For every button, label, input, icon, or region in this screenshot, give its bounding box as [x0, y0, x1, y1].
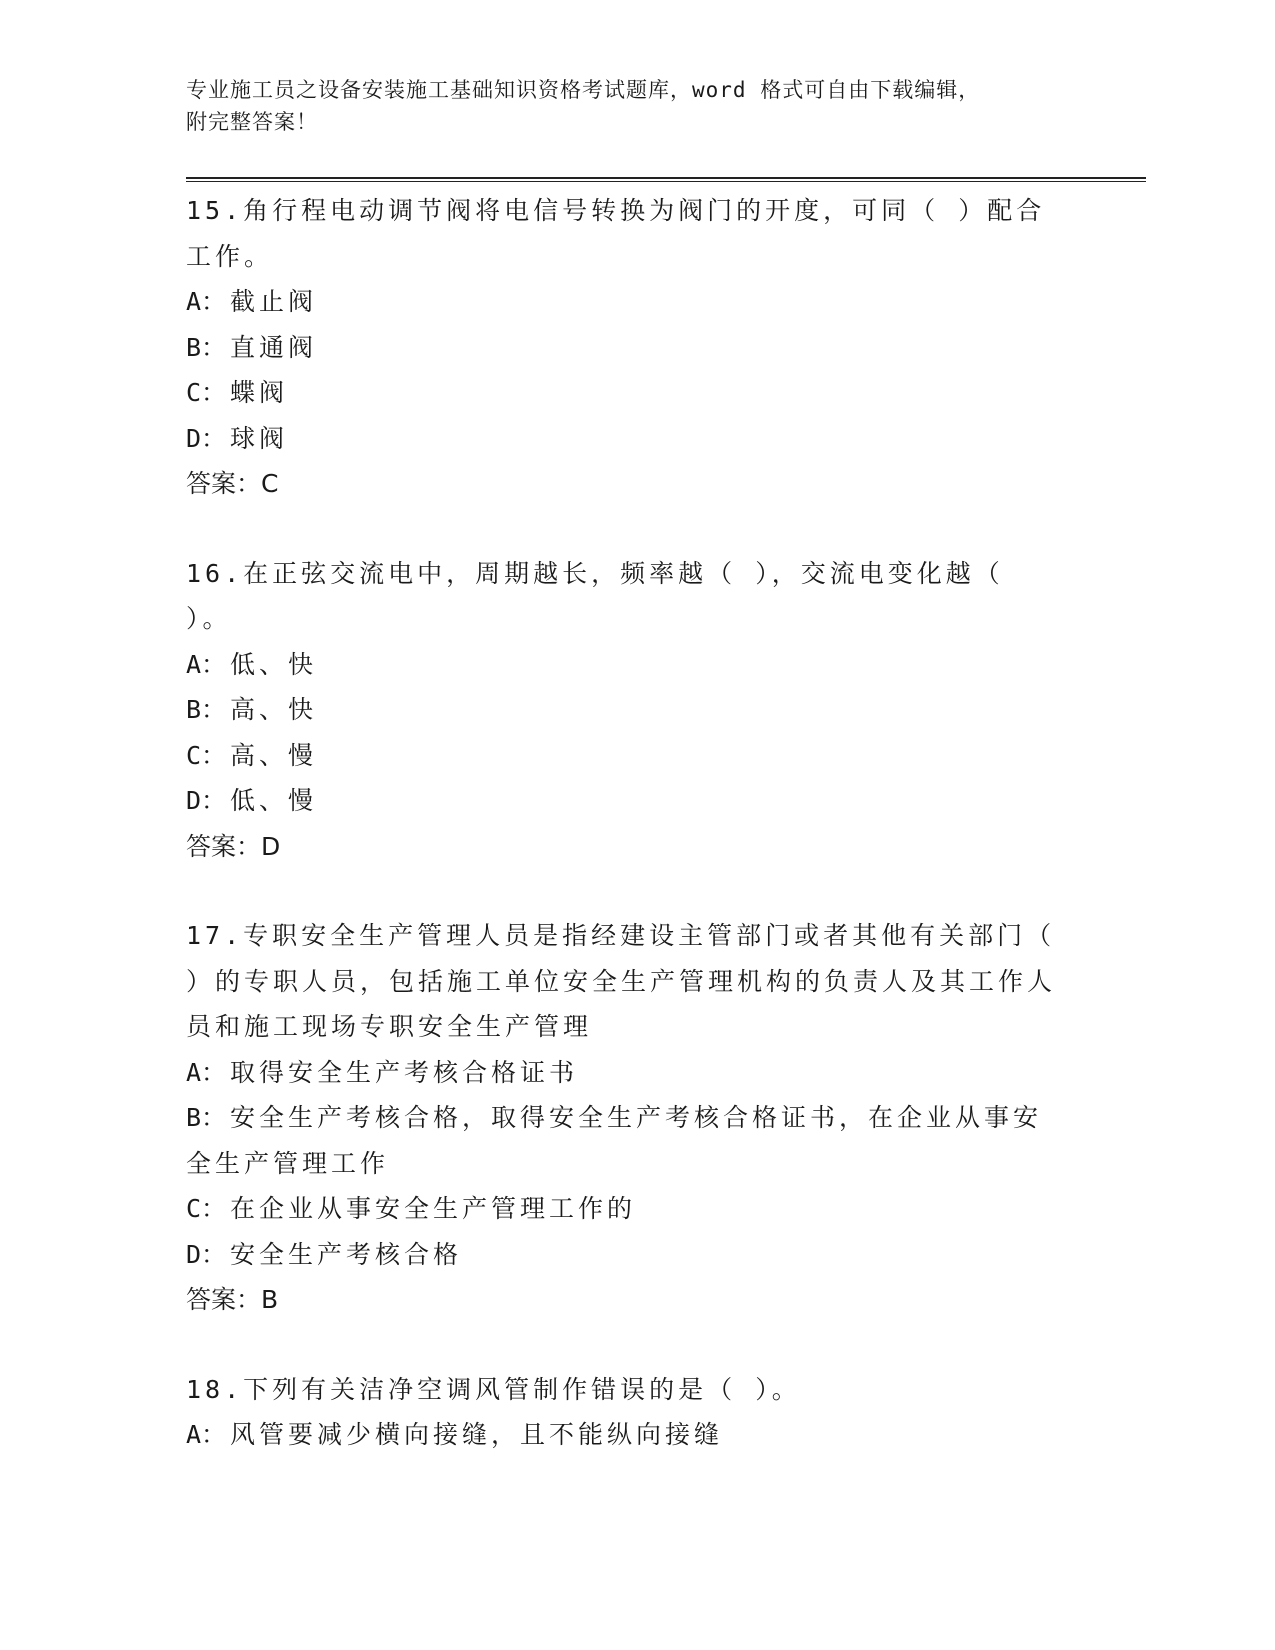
question-16: [186, 551, 1066, 870]
answer-line: 答案：D: [186, 831, 281, 861]
answer-line: 答案：B: [186, 1285, 279, 1314]
question-stem: 16.在正弦交流电中，周期越长，频率越（ ），交流电变化越（ ）。: [186, 558, 1004, 633]
question-stem: 18.下列有关洁净空调风管制作错误的是（ ）。: [186, 1374, 801, 1404]
option-a: A： 风管要减少横向接缝，且不能纵向接缝: [186, 1420, 724, 1449]
question-18: [186, 1367, 1066, 1458]
option-d: D： 安全生产考核合格: [186, 1239, 463, 1269]
header-line-1: 专业施工员之设备安装施工基础知识资格考试题库，word 格式可自由下载编辑，: [186, 78, 981, 102]
option-c: C： 在企业从事安全生产管理工作的: [186, 1194, 637, 1223]
option-b: B： 直通阀: [186, 332, 318, 362]
option-b: B： 安全生产考核合格，取得安全生产考核合格证书，在企业从事安全生产管理工作: [186, 1103, 1043, 1178]
option-a: A： 低、快: [186, 649, 318, 679]
option-d: D： 球阀: [186, 423, 289, 453]
question-17: [186, 913, 1066, 1323]
header-divider: [186, 177, 1146, 182]
option-c: C： 高、慢: [186, 740, 318, 770]
option-d: D： 低、慢: [186, 786, 318, 815]
answer-line: 答案：C: [186, 469, 279, 498]
option-c: C： 蝶阀: [186, 378, 289, 407]
option-b: B： 高、快: [186, 695, 318, 724]
question-stem: 15.角行程电动调节阀将电信号转换为阀门的开度，可同（ ）配合工作。: [186, 196, 1046, 271]
document-header: [186, 74, 1066, 138]
option-a: A： 截止阀: [186, 287, 318, 316]
question-list: [186, 188, 1066, 1458]
option-a: A： 取得安全生产考核合格证书: [186, 1057, 579, 1087]
question-stem: 17.专职安全生产管理人员是指经建设主管部门或者其他有关部门（ ）的专职人员，包括施工单位安全生产管理机构的负责人及其工作人员和施工现场专职安全生产管理: [186, 921, 1057, 1041]
header-line-2: 附完整答案！: [186, 110, 318, 134]
question-15: [186, 188, 1066, 507]
